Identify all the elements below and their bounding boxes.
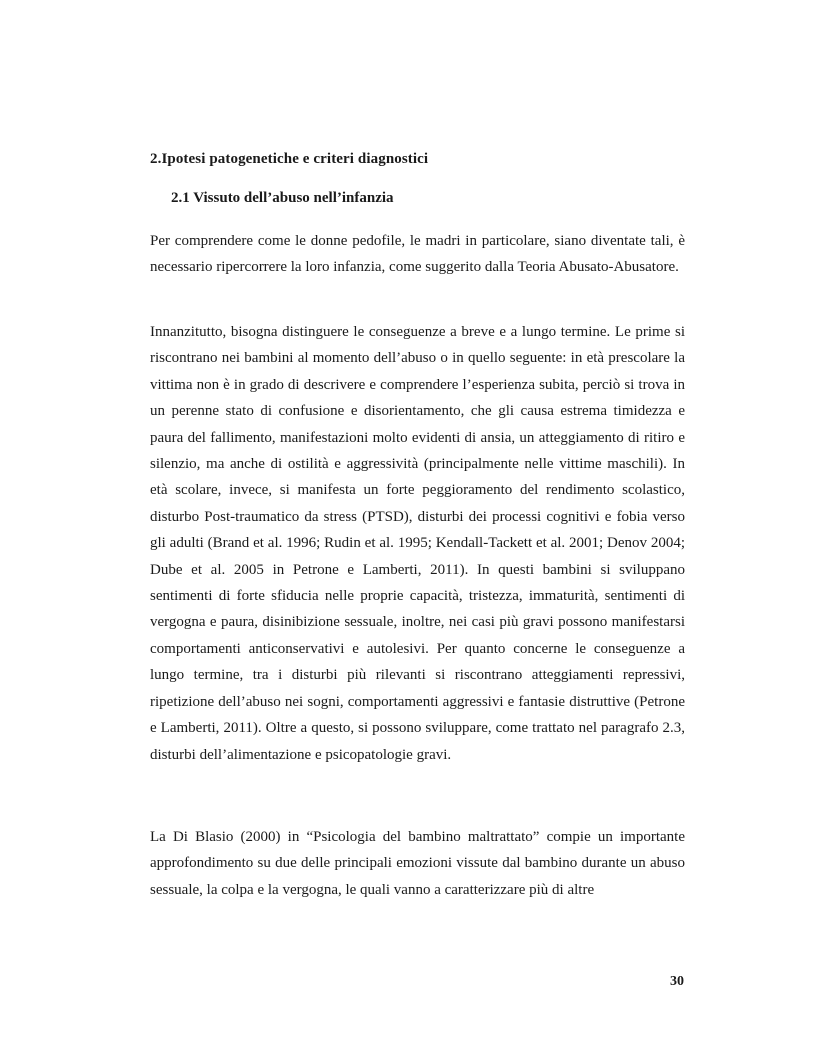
chapter-heading: 2.Ipotesi patogenetiche e criteri diagnostici (150, 151, 429, 167)
paragraph-intro: Per comprendere come le donne pedofile, le madri in particolare, siano diventate tali, è necessario ripercorrere la loro infanzia, come suggerito dalla Teoria Abusato-Abusatore. (150, 233, 685, 276)
section-heading: 2.1 Vissuto dell’abuso nell’infanzia (171, 190, 394, 206)
paragraph-di-blasio: La Di Blasio (2000) in “Psicologia del bambino maltrattato” compie un importante approfondimento su due delle principali emozioni vissute dal bambino durante un abuso sessuale, la colpa e la vergogna, le quali vanno a caratterizzare più di altre (150, 829, 685, 898)
paragraph-consequences: Innanzitutto, bisogna distinguere le conseguenze a breve e a lungo termine. Le prime si riscontrano nei bambini al momento dell’abuso o in quello seguente: in età prescolare la vittima non è in grado di descrivere e comprendere l’esperienza subita, perciò si trova in un perenne stato di confusione e disorientamento, che gli causa estrema timidezza e paura del fallimento, manifestazioni molto evidenti di ansia, un atteggiamento di ritiro e silenzio, ma anche di ostilità e aggressività (principalmente nelle vittime maschili). In età scolare, invece, si manifesta un forte peggioramento del rendimento scolastico, disturbo Post-traumatico da stress (PTSD), disturbi dei processi cognitivi e fobia verso gli adulti (Brand et al. 1996; Rudin et al. 1995; Kendall-Tackett et al. 2001; Denov 2004; Dube et al. 2005 in Petrone e Lamberti, 2011). In questi bambini si sviluppano sentimenti di forte sfiducia nelle proprie capacità, tristezza, immaturità, sentimenti di vergogna e paura, disinibizione sessuale, inoltre, nei casi più gravi possono manifestarsi comportamenti anticonservativi e autolesivi. Per quanto concerne le conseguenze a lungo termine, tra i disturbi più rilevanti si riscontrano atteggiamenti repressivi, ripetizione dell’abuso nei sogni, comportamenti aggressivi e fantasie distruttive (Petrone e Lamberti, 2011). Oltre a questo, si possono sviluppare, come trattato nel paragrafo 2.3, disturbi dell’alimentazione e psicopatologie gravi. (150, 324, 685, 763)
page-number: 30 (670, 974, 684, 989)
